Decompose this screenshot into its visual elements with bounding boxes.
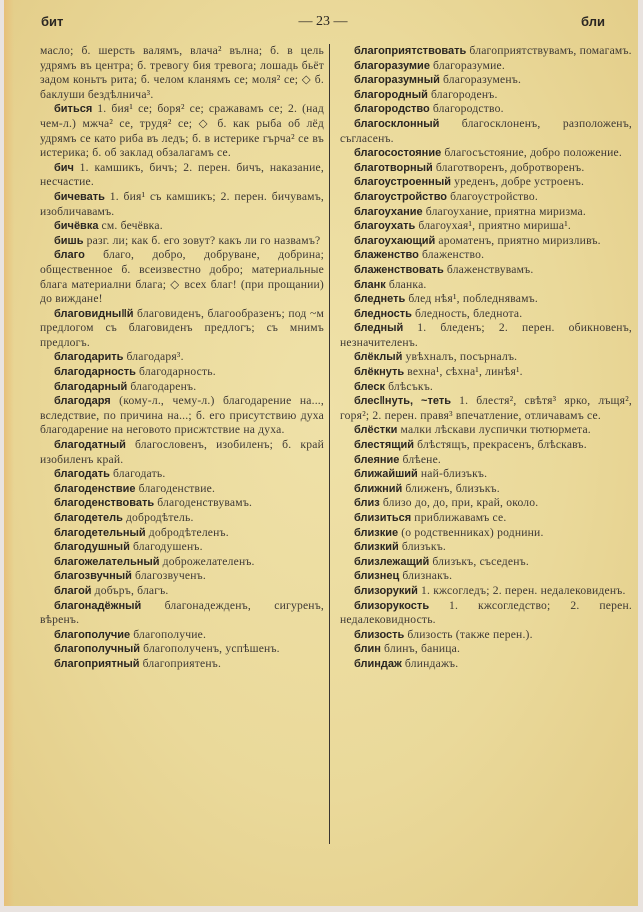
translation: благоразуменъ. [439,73,522,87]
headword: близорукий [354,584,418,597]
translation: 1. блестя², свѣтя³ ярко, лъщя², горя²; 2. перен. правя³ впечатление, отличавамъ се. [340,394,632,422]
headword: блаженство [354,249,419,262]
translation: масло; б. шерсть валямъ, влача² вълна; б. в цель удрямъ въ центра; б. тревогу бия тревога; лошадь бьёт задом коньтъ рита; б. челом кланямъ се; моля² се; ◇ б. баклуши бездѣлнича³. [40,44,324,101]
headword: благоприятный [54,657,140,670]
dictionary-entry [340,584,632,599]
translation: 1. бия¹ съ камшикъ; 2. перен. бичувамъ, изобличавамъ. [40,189,324,218]
page-header [41,14,605,34]
dictionary-entry [340,248,632,263]
headword: близиться [354,512,412,524]
translation: доброжелателенъ. [159,554,255,568]
translation: благоденствувамъ. [154,496,253,510]
headword: блеяние [354,453,400,466]
translation: благосклоненъ, разположенъ, съгласенъ. [340,116,632,145]
headword: благосклонный [354,117,440,130]
dictionary-entry [40,657,324,672]
translation: бланка. [385,277,427,291]
dictionary-entry [340,205,632,220]
dictionary-entry [340,642,632,657]
dictionary-entry [340,88,632,103]
headword: благополучный [54,643,141,656]
headword: благоухать [354,220,416,233]
headword: благодарить [54,351,124,364]
headword: бледность [354,307,412,320]
dictionary-entry [40,219,324,234]
headword: бичевать [54,190,105,203]
translation: благо, добро, добруване, добрина; общественное б. всеизвестно добро; материальные блага материални блага; ◇ всех благ! (при прощании) до виждане! [40,248,324,306]
dictionary-entry [340,350,632,365]
translation: благосъстояние, добро положение. [441,146,622,160]
headword: благополучие [54,628,131,641]
dictionary-entry [40,599,324,628]
headword: бич [54,161,74,174]
translation: блинъ, баница. [380,642,461,656]
dictionary-entry [340,102,632,117]
dictionary-entry [340,438,632,453]
headword: благонадёжный [54,599,142,612]
translation: близъкъ. [398,540,446,554]
headword: благородный [354,88,428,101]
dictionary-entry [340,73,632,88]
headword: благодатный [54,439,126,452]
dictionary-entry [340,263,632,278]
dictionary-entry [40,584,324,599]
headword: благовидны‖й [54,307,134,320]
dictionary-entry [40,248,324,306]
dictionary-entry [340,278,632,293]
headword: благодарный [54,380,128,393]
headword: бледнеть [354,293,406,306]
headword: благоприятствовать [354,45,467,57]
headword: благозвучный [54,570,132,583]
translation: благодать. [109,467,166,481]
translation: благонадежденъ, сигуренъ, вѣренъ. [40,598,324,627]
translation: близнакъ. [399,569,453,583]
headword: блин [354,643,381,656]
headword: благодаря [54,395,111,408]
translation: най-близъкъ. [417,467,488,481]
headword: близкие [354,526,399,539]
dictionary-entry [340,161,632,176]
dictionary-entry [40,190,324,219]
dictionary-entry [40,307,324,351]
translation: см. бечёвка. [98,219,163,233]
dictionary-entry [340,321,632,350]
dictionary-entry [40,467,324,482]
translation: благоухание, приятна миризма. [422,204,586,218]
headword: бледный [354,322,404,335]
headword: ближайший [354,468,418,481]
headword: благотворный [354,161,433,174]
right-column [340,44,632,672]
dictionary-entry [340,526,632,541]
translation: 1. кжсогледство; 2. перен. недалековидность. [340,598,632,627]
translation: 1. бия¹ се; боря² се; сражавамъ се; 2. (над чем-л.) мжча² се, трудя² се; ◇ б. как рыба об лёд удрямъ се като риба въ ледъ; б. в истерике гърча² се въ истерика; б. об заклад обзалагамъ се. [40,102,324,160]
translation: благоразумие. [429,58,505,72]
dictionary-entry [40,234,324,249]
dictionary-entry [40,380,324,395]
headword: благородство [354,103,430,116]
translation: благовиденъ, благообразенъ; под ~м предлогом съ благовиденъ предлогъ; съ мнимъ предлогъ. [40,306,324,349]
translation: (о родственниках) роднини. [398,525,544,539]
dictionary-entry [40,102,324,160]
dictionary-entry [40,438,324,467]
dictionary-entry [40,365,324,380]
headword: близ [354,497,380,510]
column-divider [329,44,330,844]
headword: благодушный [54,541,130,554]
translation: благополучие. [130,627,207,641]
headword: благоденствовать [54,497,155,510]
dictionary-entry [340,292,632,307]
translation: благотворенъ, добротворенъ. [432,160,585,174]
dictionary-entry [40,540,324,555]
dictionary-entry [340,482,632,497]
dictionary-entry [340,380,632,395]
translation: благоприятствувамъ, помагамъ. [466,44,632,57]
translation: 1. камшикъ, бичъ; 2. перен. бичъ, наказание, несчастие. [40,160,324,189]
headword: блеск [354,380,385,393]
headword: благо [54,249,85,262]
translation: разг. ли; как б. его зовут? какъ ли го назвамъ? [83,233,321,247]
headword: ближний [354,482,403,495]
dictionary-entry [40,555,324,570]
headword: благодетельный [54,526,146,539]
translation: 1. бледенъ; 2. перен. обикновенъ, незначителенъ. [340,321,632,349]
translation: близо до, до, при, край, около. [379,496,539,510]
headword: бишь [54,234,84,247]
translation: приближавамъ се. [411,511,507,524]
translation: близость (также перен.). [404,627,533,641]
dictionary-entry [340,219,632,234]
translation: блѣсъкъ. [384,379,434,393]
dictionary-entry [40,496,324,511]
translation: добродѣтеленъ. [145,525,229,539]
translation: добъръ, благъ. [91,583,169,597]
translation: благоприятенъ. [139,656,222,670]
dictionary-entry [340,628,632,643]
dictionary-entry [340,117,632,146]
translation: блѣене. [399,452,442,466]
translation: близъкъ, съседенъ. [429,554,529,568]
headword: бланк [354,278,386,291]
translation: (кому-л., чему-л.) благодарение на..., вследствие, по причина на...; б. его присутствию духа благодарение на неговото присжтствие на духа. [40,394,324,437]
translation: благословенъ, изобиленъ; б. край изобиленъ край. [40,438,324,466]
dictionary-entry [40,511,324,526]
translation: ближенъ, близъкъ. [402,481,500,495]
dictionary-entry [340,569,632,584]
headword: благосостояние [354,147,442,160]
headword: блёкнуть [354,366,405,379]
headword: благожелательный [54,555,160,568]
translation: уреденъ, добре устроенъ. [451,175,585,189]
dictionary-entry [40,350,324,365]
headword: благодарность [54,366,136,379]
headword: благоухающий [354,234,436,247]
dictionary-entry [340,394,632,423]
translation: благодаренъ. [127,379,197,393]
dictionary-entry [340,467,632,482]
headword: блёклый [354,351,403,364]
dictionary-entry [40,482,324,497]
translation: блед нѣя¹, побледнявамъ. [405,292,538,306]
dictionary-entry [340,146,632,161]
dictionary-entry [340,307,632,322]
headword: благоухание [354,205,423,218]
left-column [40,44,324,672]
dictionary-entry [40,394,324,438]
dictionary-entry [40,628,324,643]
translation: блѣстящъ, прекрасенъ, блѣскавъ. [414,438,587,452]
headword: близнец [354,570,400,583]
dictionary-entry [40,642,324,657]
translation: благоустройство. [447,189,538,203]
translation: увѣхналъ, посърналъ. [402,350,518,364]
headword: благодетель [54,512,123,524]
left-guide-word: бит [41,14,64,29]
dictionary-entry [340,44,632,59]
headword: благоденствие [54,482,136,495]
translation: благодушенъ. [129,540,203,554]
headword: близкий [354,541,399,554]
headword: благоустройство [354,190,448,203]
translation: благодаря³. [123,350,184,364]
dictionary-entry [340,365,632,380]
translation: ароматенъ, приятно миризливъ. [435,233,601,247]
dictionary-entry [340,234,632,249]
headword: близлежащий [354,555,430,568]
dictionary-page [4,0,638,906]
dictionary-entry [340,190,632,205]
dictionary-entry [340,599,632,628]
headword: блёстки [354,424,398,437]
translation: блиндажъ. [401,656,459,670]
headword: блиндаж [354,657,402,670]
translation: благозвученъ. [131,569,206,583]
dictionary-entry [340,657,632,672]
translation: благородство. [429,102,504,116]
dictionary-entry [340,175,632,190]
headword: близорукость [354,599,430,612]
translation: малки лѣскави луспички тютюрмета. [397,423,591,437]
dictionary-entry [40,569,324,584]
dictionary-entry [340,555,632,570]
translation: 1. кжсогледъ; 2. перен. недалековиденъ. [417,583,626,597]
dictionary-entry [340,540,632,555]
headword: благоустроенный [354,176,451,189]
translation: блаженствувамъ. [443,262,534,276]
headword: блаженствовать [354,263,444,276]
translation: благополученъ, успѣшенъ. [140,642,280,656]
translation: добродѣтель. [122,511,194,524]
dictionary-entry [40,161,324,190]
translation: благороденъ. [427,87,498,101]
headword: бичёвка [54,220,99,233]
translation: бледность, бледнота. [411,306,523,320]
dictionary-entry [340,511,632,526]
headword: благоразумный [354,74,440,87]
translation: благоухая¹, приятно мириша¹. [415,219,572,233]
headword: благой [54,584,92,597]
page-number: — 23 — [298,14,348,29]
headword: близость [354,628,405,641]
dictionary-entry [40,526,324,541]
headword: благоразумие [354,59,430,72]
translation: благодарность. [135,365,216,379]
headword: биться [54,103,93,116]
dictionary-entry [340,423,632,438]
headword: благодать [54,468,110,481]
dictionary-entry [340,496,632,511]
headword: блестящий [354,439,415,452]
headword: блес‖нуть, ~теть [354,395,451,408]
dictionary-entry [40,44,324,102]
translation: благоденствие. [135,481,216,495]
dictionary-entry [340,59,632,74]
right-guide-word: бли [581,14,605,29]
dictionary-entry [340,453,632,468]
translation: вехна¹, сѣхна¹, линѣя¹. [404,365,523,379]
translation: блаженство. [418,248,485,262]
